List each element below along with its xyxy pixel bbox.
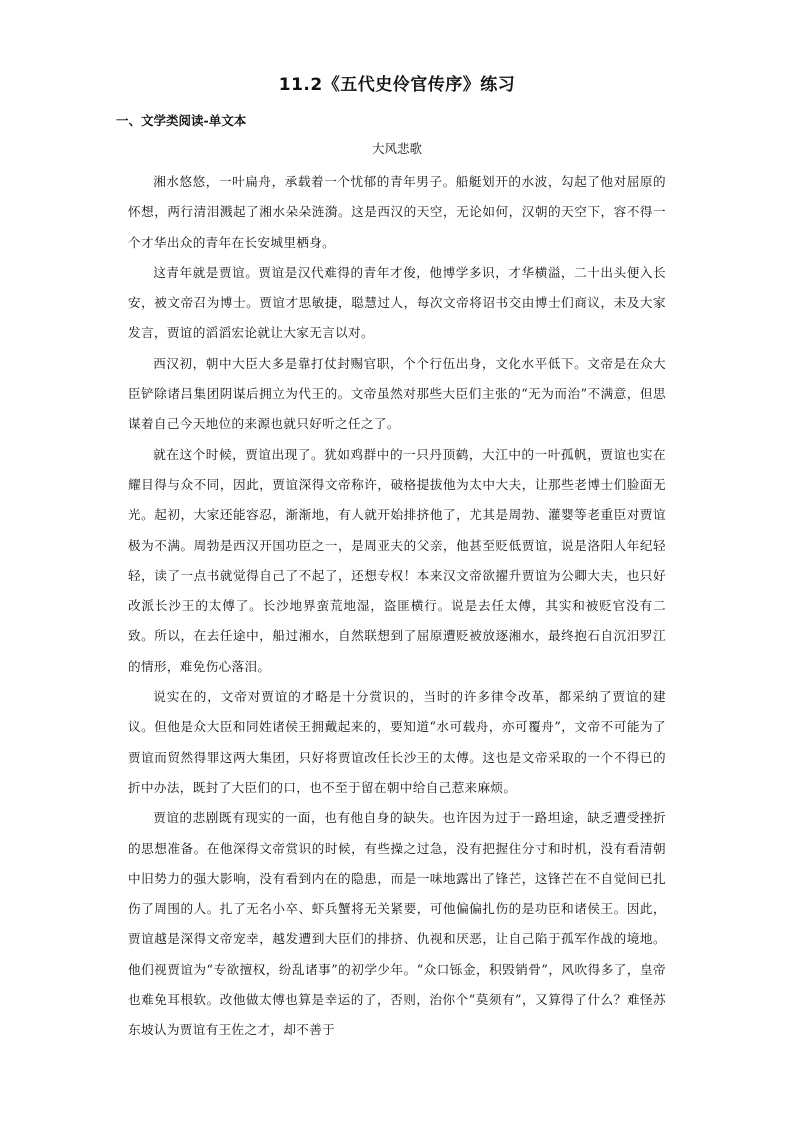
paragraph: 西汉初，朝中大臣大多是靠打仗封赐官职，个个行伍出身，文化水平低下。文帝是在众大臣铲除诸吕集团阴谋后拥立为代王的。文帝虽然对那些大臣们主张的“无为而治”不满意，但思谋着自己今天地位的来源也就只好听之任之了。 (128, 355, 666, 432)
section-heading: 一、文学类阅读-单文本 (116, 113, 247, 128)
paragraph: 湘水悠悠，一叶扁舟，承载着一个忧郁的青年男子。船艇划开的水波，勾起了他对屈原的怀想，两行清泪溅起了湘水朵朵涟漪。这是西汉的天空，无论如何，汉朝的天空下，容不得一个才华出众的青年在长安城里栖身。 (128, 174, 666, 250)
paragraph: 就在这个时候，贾谊出现了。犹如鸡群中的一只丹顶鹤，大江中的一叶孤帆，贾谊也实在耀目得与众不同，因此，贾谊深得文帝称许，破格提拔他为太中大夫，让那些老博士们脸面无光。起初，大家还能容忍，渐渐地，有人就开始排挤他了，尤其是周勃、灌婴等老重臣对贾谊极为不满。周勃是西汉开国功臣之一，是周亚夫的父亲，他甚至贬低贾谊，说是洛阳人年纪轻轻，读了一点书就觉得自己了不起了，还想专权！本来汉文帝欲擢升贾谊为公卿大夫，也只好改派长沙王的太傅了。长沙地界蛮荒地湿，盗匪横行。说是去任太傅，其实和被贬官没有二致。所以，在去任途中，船过湘水，自然联想到了屈原遭贬被放逐湘水，最终抱石自沉汨罗江的情形，难免伤心落泪。 (128, 446, 666, 674)
paragraph: 贾谊的悲剧既有现实的一面，也有他自身的缺失。也许因为过于一路坦途，缺乏遭受挫折的思想准备。在他深得文帝赏识的时候，有些操之过急，没有把握住分寸和时机，没有看清朝中旧势力的强大影响，没有看到内在的隐患，而是一味地露出了锋芒，这锋芒在不自觉间已扎伤了周围的人。扎了无名小卒、虾兵蟹将无关紧要，可他偏偏扎伤的是功臣和诸侯王。因此，贾谊越是深得文帝宠幸，越发遭到大臣们的排挤、仇视和厌恶，让自己陷于孤军作战的境地。他们视贾谊为“专欲擅权，纷乱诸事”的初学少年。“众口铄金，积毁销骨”，风吹得多了，皇帝也难免耳根软。改他做太傅也算是幸运的了，否则，治你个“莫须有”，又算得了什么？难怪苏东坡认为贾谊有王佐之才，却不善于 (128, 810, 666, 1038)
article-title: 大风悲歌 (371, 141, 422, 156)
paragraph: 这青年就是贾谊。贾谊是汉代难得的青年才俊，他博学多识，才华横溢，二十出头便入长安，被文帝召为博士。贾谊才思敏捷，聪慧过人，每次文帝将诏书交由博士们商议，未及大家发言，贾谊的滔滔宏论就让大家无言以对。 (128, 264, 666, 341)
paragraph: 说实在的，文帝对贾谊的才略是十分赏识的，当时的许多律令改革，都采纳了贾谊的建议。但他是众大臣和同姓诸侯王拥戴起来的，要知道“水可载舟，亦可覆舟”，文帝不可能为了贾谊而贸然得罪这两大集团，只好将贾谊改任长沙王的太傅。这也是文帝采取的一个不得已的折中办法，既封了大臣们的口，也不至于留在朝中给自己惹来麻烦。 (128, 689, 666, 795)
document-title: 11.2《五代史伶官传序》练习 (278, 75, 516, 95)
